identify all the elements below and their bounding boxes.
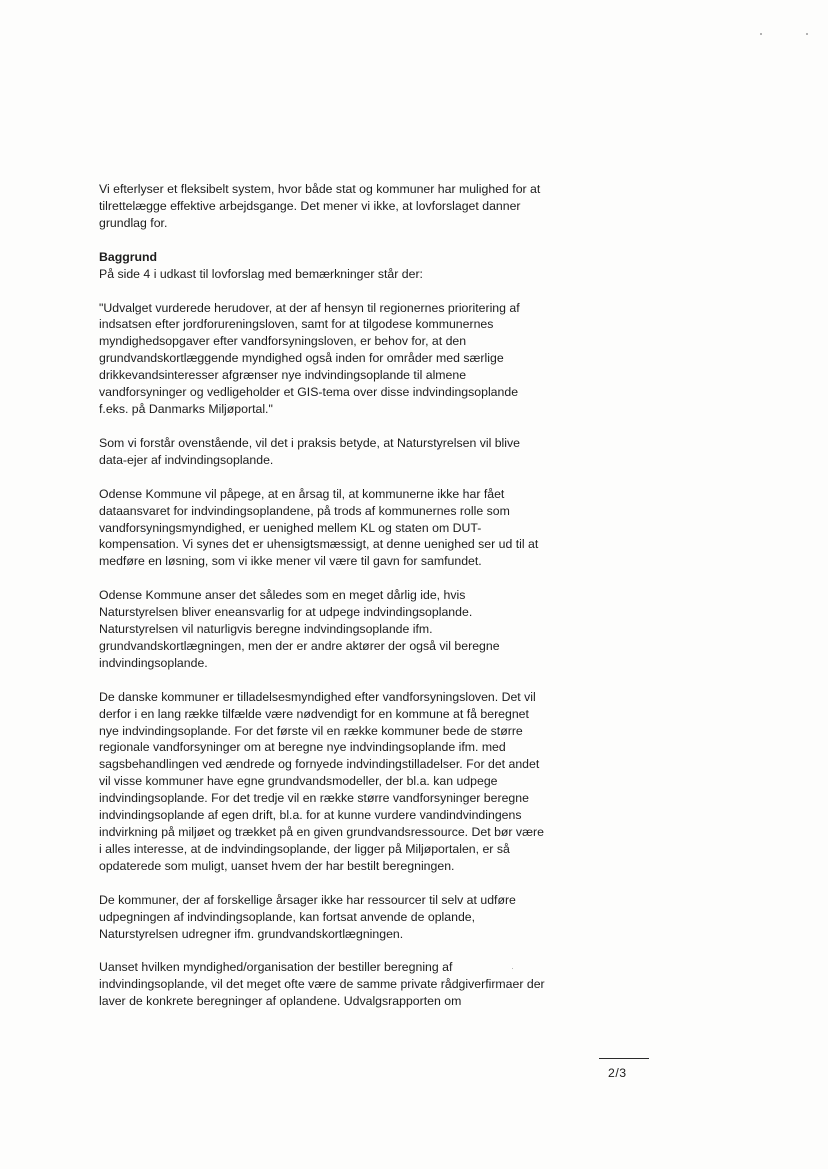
paragraph: Uanset hvilken myndighed/organisation der bestiller beregning af indvindingsoplande, vil det meget ofte være de samme private rådgiverfirmaer der laver de konkrete beregninger af oplandene. Udvalgsrapporten om — [99, 960, 545, 1009]
scan-speck — [760, 33, 762, 35]
paragraph: De kommuner, der af forskellige årsager ikke har ressourcer til selv at udføre udpegningen af indvindingsoplande, kan fortsat anvende de oplande, Naturstyrelsen udregner ifm. grundvandskortlægningen. — [99, 892, 516, 941]
paragraph: På side 4 i udkast til lovforslag med bemærkninger står der: — [99, 266, 423, 281]
quotation-paragraph: "Udvalget vurderede herudover, at der af hensyn til regionernes prioritering af indsatsen efter jordforureningsloven, samt for at tilgodese kommunernes myndighedsopgaver efter vandforsyningsloven, er behov for, at den grundvandskortlæggende myndighed også inden for områder med særlige drikkevandsinteresser afgrænser nye indvindingsoplande til almene vandforsyninger og vedligeholder et GIS-tema over disse indvindingsoplande f.eks. på Danmarks Miljøportal." — [99, 300, 520, 416]
section-baggrund — [99, 249, 599, 283]
page-number-rule — [599, 1058, 649, 1059]
section-heading: Baggrund — [99, 249, 158, 264]
paragraph: Odense Kommune vil påpege, at en årsag til, at kommunerne ikke har fået dataansvaret for indvindingsoplandene, på trods af kommunernes rolle som vandforsyningsmyndighed, er uenighed mellem KL og staten om DUT- kompensation. Vi synes det er uhensigtsmæssigt, at denne uenighed ser ud til at medføre en løsning, som vi ikke mener vil være til gavn for samfundet. — [99, 486, 539, 569]
letter-body — [99, 181, 599, 1027]
paragraph: Odense Kommune anser det således som en meget dårlig ide, hvis Naturstyrelsen bliver eneansvarlig for at udpege indvindingsoplande. Naturstyrelsen vil naturligvis beregne indvindingsoplande ifm. grundvandskortlægningen, men der er andre aktører der også vil beregne indvindingsoplande. — [99, 588, 500, 670]
paragraph: De danske kommuner er tilladelsesmyndighed efter vandforsyningsloven. Det vil derfor i en lang række tilfælde være nødvendigt for en kommune at få beregnet nye indvindingsoplande. For det første vil en række kommuner bede de større regionale vandforsyninger om at beregne nye indvindingsoplande ifm. med sagsbehandlingen ved ændrede og fornyede indvindingstilladelser. For det andet vil visse kommuner have egne grundvandsmodeller, der bl.a. kan udpege indvindingsoplande. For det tredje vil en række større vandforsyninger beregne indvindingsoplande af egen drift, bl.a. for at kunne vurdere vandindvindingens indvirkning på miljøet og trækket på en given grundvandsressource. Det bør være i alles interesse, at de indvindingsoplande, der ligger på Miljøportalen, er så opdaterede som muligt, uanset hvem der har bestilt beregningen. — [99, 689, 544, 873]
scan-speck — [806, 33, 808, 35]
paragraph: Vi efterlyser et fleksibelt system, hvor både stat og kommuner har mulighed for at tilrettelægge effektive arbejdsgange. Det mener vi ikke, at lovforslaget danner grundlag for. — [99, 182, 541, 230]
paragraph: Som vi forstår ovenstående, vil det i praksis betyde, at Naturstyrelsen vil blive data-ejer af indvindingsoplande. — [99, 435, 521, 467]
page-number: 2/3 — [608, 1066, 627, 1080]
